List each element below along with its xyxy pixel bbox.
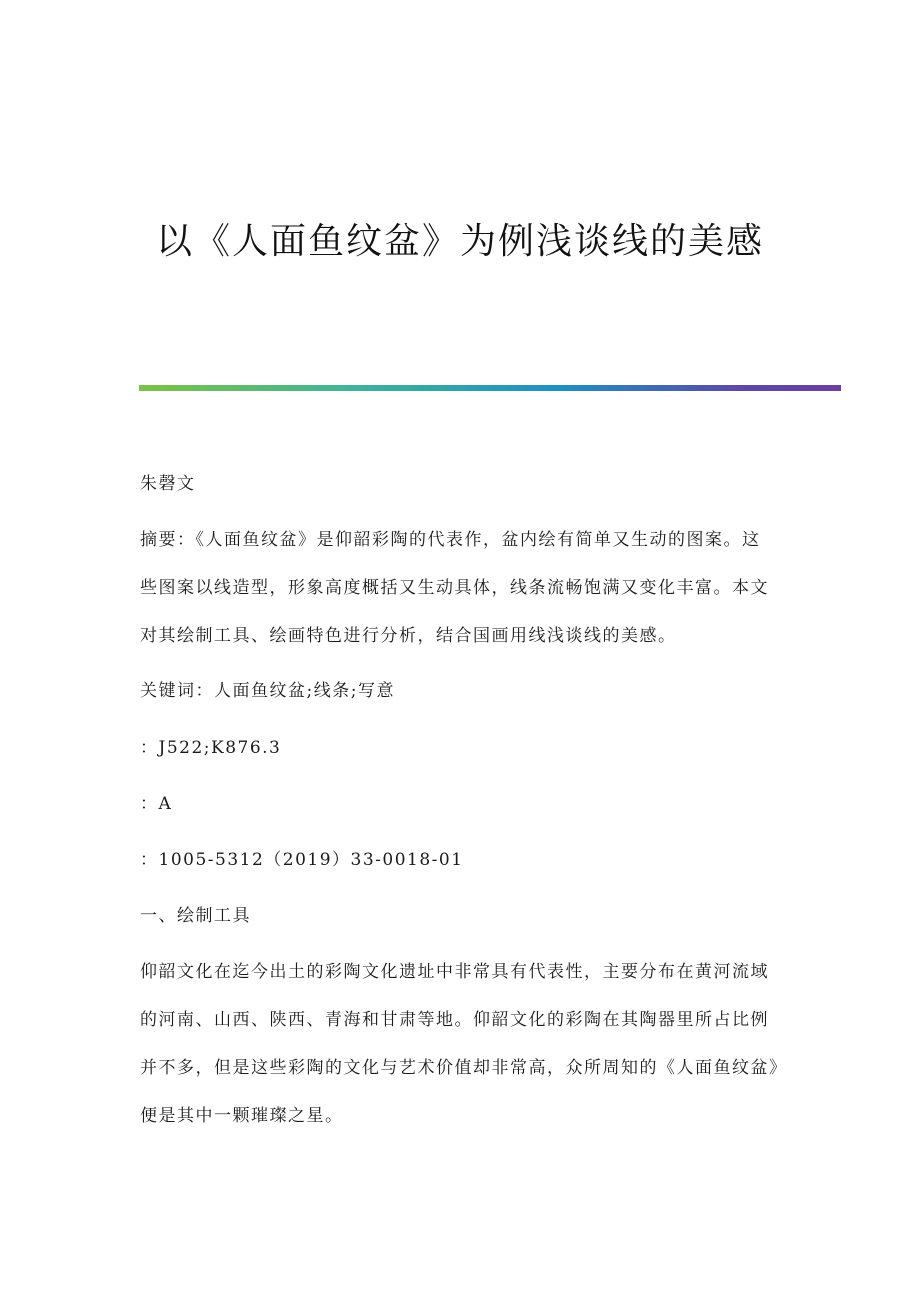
article-id: ：1005-5312（2019）33-0018-01 [140, 850, 464, 870]
abstract-line-3: 对其绘制工具、绘画特色进行分析，结合国画用线浅谈线的美感。 [140, 626, 677, 646]
abstract-line-1: 摘要：《人面鱼纹盆》是仰韶彩陶的代表作，盆内绘有简单又生动的图案。这 [140, 530, 761, 550]
classification-number: ：J522;K876.3 [140, 738, 282, 758]
body-line-4: 便是其中一颗璀璨之星。 [140, 1106, 344, 1126]
document-code: ：A [140, 794, 173, 814]
keywords: 关键词：人面鱼纹盆;线条;写意 [140, 681, 395, 701]
body-line-2: 的河南、山西、陕西、青海和甘肃等地。仰韶文化的彩陶在其陶器里所占比例 [140, 1010, 769, 1030]
document-title: 以《人面鱼纹盆》为例浅谈线的美感 [155, 221, 764, 262]
author-name: 朱磬文 [140, 474, 196, 494]
gradient-divider [139, 385, 841, 391]
body-line-1: 仰韶文化在迄今出土的彩陶文化遗址中非常具有代表性，主要分布在黄河流域 [140, 962, 769, 982]
section-heading: 一、绘制工具 [140, 906, 251, 926]
abstract-line-2: 些图案以线造型，形象高度概括又生动具体，线条流畅饱满又变化丰富。本文 [140, 578, 769, 598]
body-line-3: 并不多，但是这些彩陶的文化与艺术价值却非常高，众所周知的《人面鱼纹盆》 [140, 1058, 788, 1078]
